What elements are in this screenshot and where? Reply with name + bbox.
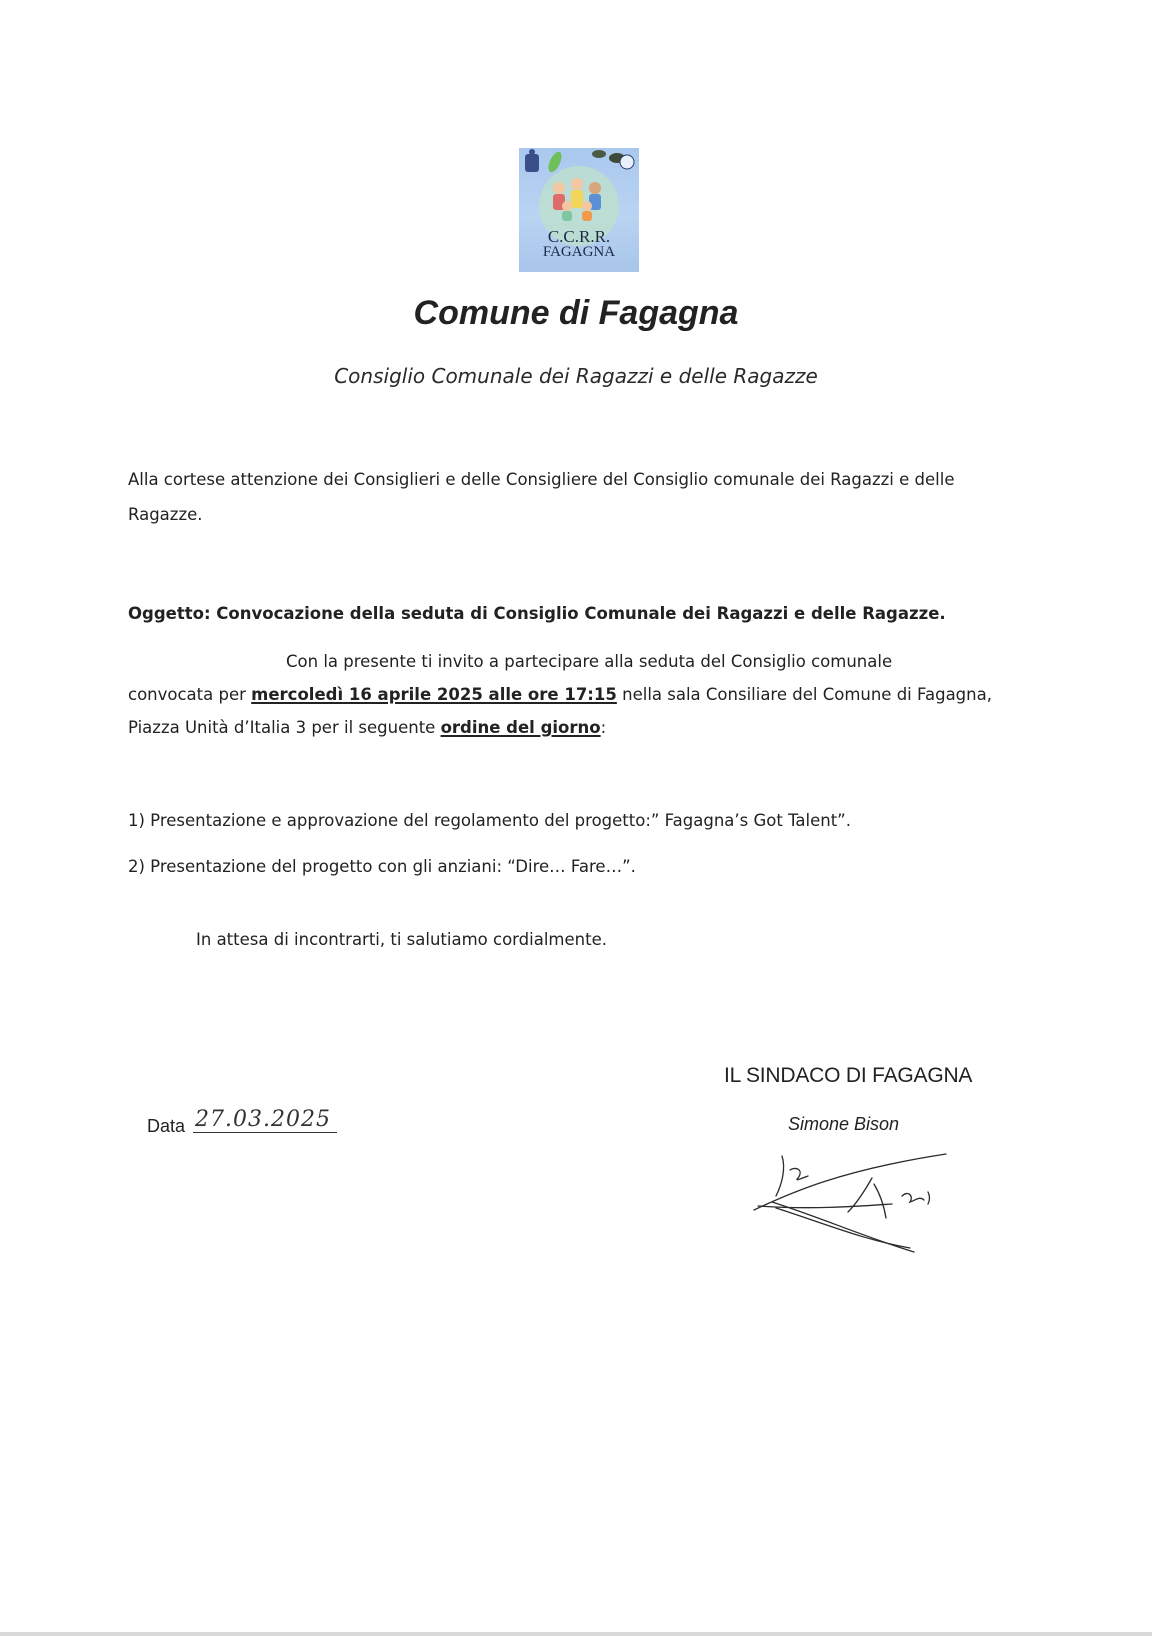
logo-text-line2: FAGAGNA bbox=[542, 244, 616, 260]
signer-role: IL SINDACO DI FAGAGNA bbox=[724, 1064, 973, 1087]
signer-name: Simone Bison bbox=[788, 1114, 900, 1134]
meeting-date: mercoledì 16 aprile 2025 alle ore 17:15 bbox=[251, 685, 617, 704]
addressee-line-2: Ragazze. bbox=[128, 505, 203, 524]
body-line-2-suffix: nella sala Consiliare del Comune di Fagagna, bbox=[616, 685, 992, 704]
addressee-line-1: Alla cortese attenzione dei Consiglieri e delle Consigliere del Consiglio comunale dei Ragazzi e delle bbox=[128, 470, 955, 489]
body-line-3 bbox=[128, 718, 606, 737]
closing-line: In attesa di incontrarti, ti salutiamo cordialmente. bbox=[196, 930, 607, 949]
agenda-label: ordine del giorno bbox=[440, 718, 601, 737]
subject-line: Oggetto: Convocazione della seduta di Consiglio Comunale dei Ragazzi e delle Ragazze. bbox=[128, 604, 946, 623]
body-line-3-suffix: : bbox=[600, 718, 607, 737]
logo-text-line1: C.C.R.R. bbox=[547, 227, 611, 246]
date-value: 27.03.2025 bbox=[193, 1108, 337, 1133]
ccrr-logo bbox=[519, 148, 639, 272]
body-line-2-prefix: convocata per bbox=[128, 685, 252, 704]
agenda-item-2: 2) Presentazione del progetto con gli anziani: “Dire… Fare…”. bbox=[128, 857, 636, 876]
body-line-2 bbox=[128, 685, 992, 704]
body-line-3-prefix: Piazza Unità d’Italia 3 per il seguente bbox=[128, 718, 441, 737]
page-title: Comune di Fagagna bbox=[413, 294, 739, 332]
page-subtitle: Consiglio Comunale dei Ragazzi e delle Ragazze bbox=[334, 364, 818, 388]
date-label: Data bbox=[147, 1116, 186, 1136]
body-line-1: Con la presente ti invito a partecipare alla seduta del Consiglio comunale bbox=[286, 652, 893, 671]
handwritten-signature bbox=[752, 1148, 962, 1258]
agenda-item-1: 1) Presentazione e approvazione del regolamento del progetto:” Fagagna’s Got Talent”. bbox=[128, 811, 851, 830]
page-bottom-divider bbox=[0, 1632, 1152, 1636]
